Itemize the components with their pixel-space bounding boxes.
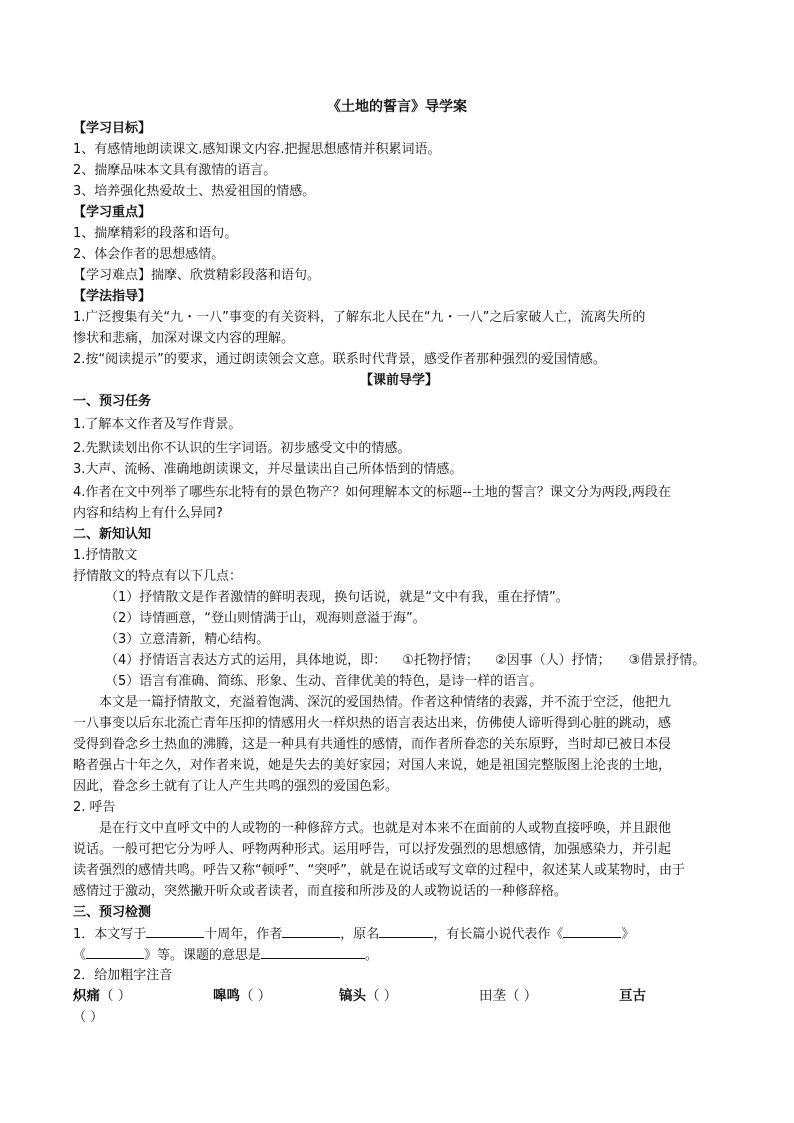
q1-text: 十周年，作者 [204,927,283,942]
paragraph-line: 受得到眷念乡土热血的沸腾，这是一种具有共通性的感情，而作者所眷恋的关东原野，当时却已被日本侵 [73,737,672,752]
task-item-cont: 内容和结构上有什么异同? [73,506,223,521]
subheading-lyric-prose: 1.抒情散文 [73,548,138,563]
answer-blank[interactable] [146,923,204,938]
plain-word: 田垄 [479,988,506,1004]
paragraph-line: 略者强占十年之久，对作者来说，她是失去的美好家园；对国人来说，她是祖国完整版图上沦丧的土地， [73,758,672,773]
task-item: 1.了解本文作者及写作背景。 [73,417,242,432]
bold-word: 镐头 [339,988,366,1004]
task-item: 3.大声、流畅、准确地朗读课文，并尽量读出自己所体悟到的情感。 [73,462,463,477]
focus-item: 2、体会作者的思想感情。 [73,247,225,262]
method-item: 1.广泛搜集有关“九・一八”事变的有关资料，了解东北人民在“九・一八”之后家破人亡，流离失所的 [73,310,646,325]
pinyin-blank[interactable]: （ ） [366,988,398,1004]
answer-blank[interactable] [282,923,340,938]
paragraph-line: 读者强烈的感情共鸣。呼告又称“顿呼”、“突呼”，就是在说话或写文章的过程中，叙述某人或某物时，由于 [73,863,685,878]
focus-heading: 【学习重点】 [73,205,152,220]
goal-item: 1、有感情地朗读课文.感知课文内容.把握思想感情并积累词语。 [73,142,441,157]
difficulty-line: 【学习难点】揣摩、欣赏精彩段落和语句。 [73,268,321,283]
goal-item: 2、揣摩品味本文具有激情的语言。 [73,163,277,178]
pinyin-blank[interactable]: （ ） [506,988,538,1004]
q1-text: 1．本文写于 [73,927,147,942]
section-heading-2: 二、新知认知 [73,527,152,542]
question-2-heading: 2．给加粗字注音 [73,968,173,983]
method-item: 2.按“阅读提示”的要求，通过朗读领会文意。联系时代背景，感受作者那种强烈的爱国情感。 [73,352,606,367]
bold-word: 亘古 [619,988,646,1004]
feature-4-a: ①托物抒情； [402,653,479,668]
q1-text: ，原名 [340,927,380,942]
goal-item: 3、培养强化热爱故土、热爱祖国的情感。 [73,184,316,199]
method-heading: 【学法指导】 [73,289,152,304]
bold-word: 嗥鸣 [213,988,240,1004]
lyric-prose-intro: 抒情散文的特点有以下几点： [73,569,243,584]
pinyin-blank[interactable]: （ ） [240,988,272,1004]
pinyin-blank-last[interactable]: （ ） [73,1010,104,1025]
pinyin-row [73,986,725,1007]
q1-text: ，有长篇小说代表作《 [433,927,564,942]
paragraph-line: 感情过于激动，突然撇开听众或者读者，而直接和所涉及的人或物说话的一种修辞格。 [73,884,568,899]
feature-4-lead: （4）抒情语言表达方式的运用，具体地说，即： [105,653,387,668]
question-1-line-1 [73,923,725,944]
task-item: 4.作者在文中列举了哪些东北特有的景色物产？如何理解本文的标题--土地的誓言？课文分为两段,两段在 [73,485,671,500]
feature-item: （1）抒情散文是作者激情的鲜明表现，换句话说，就是“文中有我，重在抒情”。 [105,590,569,605]
feature-item-4 [73,650,725,671]
q1-text: 。 [365,948,379,963]
feature-item: （5）语言有准确、简练、形象、生动、音律优美的特色，是诗一样的语言。 [105,674,543,689]
answer-blank[interactable] [563,923,621,938]
subheading-apostrophe: 2. 呼告 [73,800,116,815]
answer-blank[interactable] [379,923,433,938]
answer-blank[interactable] [261,944,365,959]
pre-study-heading: 【课前导学】 [359,373,438,388]
method-item-cont: 惨状和悲痛，加深对课文内容的理解。 [73,331,295,346]
goals-heading: 【学习目标】 [73,121,152,136]
paragraph-line: 因此，眷念乡土就有了让人产生共鸣的强烈的爱国色彩。 [73,779,399,794]
focus-item: 1、揣摩精彩的段落和语句。 [73,226,238,241]
paragraph-line: 是在行文中直呼文中的人或物的一种修辞方式。也就是对本来不在面前的人或物直接呼唤，并且跟他 [99,821,672,836]
paragraph-line: 本文是一篇抒情散文，充溢着饱满、深沉的爱国热情。作者这种情绪的表露，并不流于空泛，他把九 [99,695,672,710]
section-heading-1: 一、预习任务 [73,394,152,409]
q1-text: 》 [621,927,635,942]
feature-4-b: ②因事（人）抒情； [494,653,611,668]
pinyin-blank[interactable]: （ ） [100,988,132,1004]
paragraph-line: 说话。一般可把它分为呼人、呼物两种形式。运用呼告，可以抒发强烈的思想感情，加强感染力，并引起 [73,842,672,857]
feature-4-c: ③借景抒情。 [628,653,706,668]
answer-blank[interactable] [86,944,144,959]
section-heading-3: 三、预习检测 [73,905,152,920]
page-title: 《土地的誓言》导学案 [327,99,467,115]
question-1-line-2 [73,944,725,965]
task-item: 2.先默读划出你不认识的生字词语。初步感受文中的情感。 [73,441,411,456]
bold-word: 炽痛 [73,988,100,1004]
q1-text: 《 [73,948,87,963]
feature-item: （2）诗情画意，“登山则情满于山，观海则意溢于海”。 [105,611,426,626]
paragraph-line: 一八事变以后东北流亡青年压抑的情感用火一样炽热的语言表达出来，仿佛使人谛听得到心脏的跳动，感 [73,716,672,731]
q1-text: 》等。课题的意思是 [144,948,262,963]
feature-item: （3）立意清新，精心结构。 [105,632,270,647]
